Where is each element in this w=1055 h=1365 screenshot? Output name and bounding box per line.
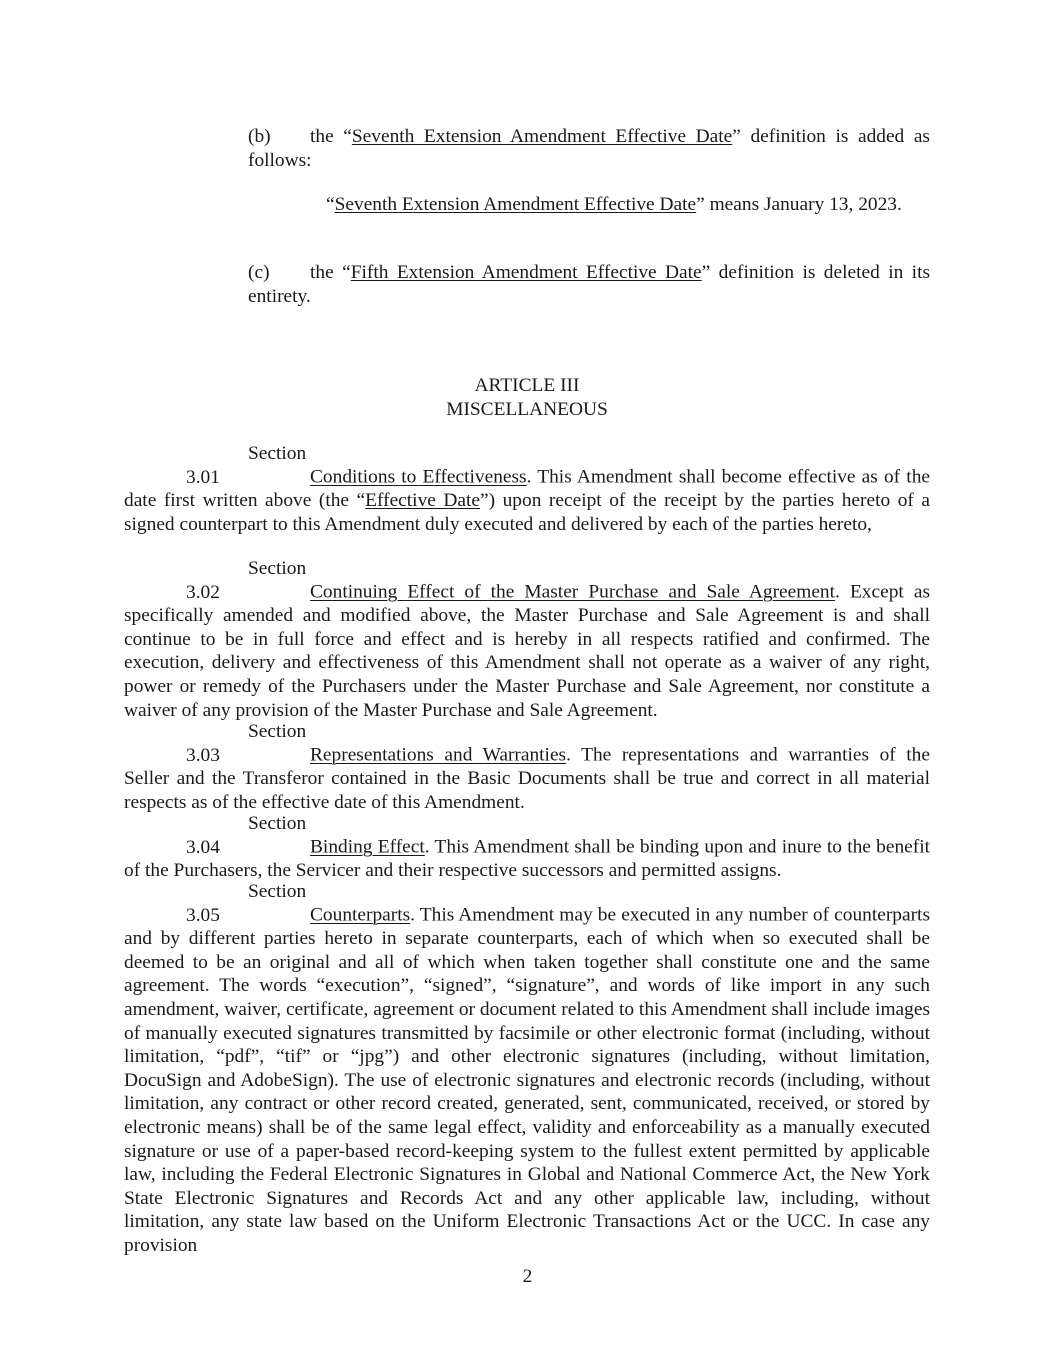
article-number: ARTICLE III: [474, 375, 580, 396]
section-3-01-text-a: . This Amendment shall become effective as of the date first written above (the “: [124, 466, 930, 512]
section-3-01: [124, 442, 930, 536]
section-3-02-text: . Except as specifically amended and modified above, the Master Purchase and Sale Agreement is and shall continue to be in full force and effect and is hereby in all respects ratified and confirmed. The execution, delivery and effectiveness of this Amendment shall not operate as a waiver of any right, power or remedy of the Purchasers under the Master Purchase and Sale Agreement, nor constitute a waiver of any provision of the Master Purchase and Sale Agreement.: [124, 581, 930, 721]
section-3-04-text: . This Amendment shall be binding upon and inure to the benefit of the Purchasers, the Servicer and their respective successors and permitted assigns.: [124, 836, 930, 882]
definition-term: Seventh Extension Amendment Effective Date: [334, 194, 697, 215]
section-3-03-text: . The representations and warranties of the Seller and the Transferor contained in the Basic Documents shall be true and correct in all material respects as of the effective date of this Amendment.: [124, 744, 930, 813]
section-3-05: [124, 880, 930, 1258]
clause-b-term: Seventh Extension Amendment Effective Date: [351, 126, 733, 147]
section-3-01-number: Section 3.01: [186, 443, 307, 488]
clause-c-term: Fifth Extension Amendment Effective Date: [350, 262, 702, 283]
section-3-04: [124, 812, 930, 883]
clause-c: [248, 261, 930, 308]
section-3-04-heading: Binding Effect: [310, 836, 425, 858]
section-3-05-text: . This Amendment may be executed in any number of counterparts and by different parties hereto in separate counterparts, each of which when so executed shall be deemed to be an original and all of which when taken together shall constitute one and the same agreement. The words “execution”, “signed”, “signature”, and words of like import in any such amendment, waiver, certificate, agreement or document related to this Amendment shall include images of manually executed signatures transmitted by facsimile or other electronic format (including, without limitation, “pdf”, “tif” or “jpg”) and other electronic signatures (including, without limitation, DocuSign and AdobeSign). The use of electronic signatures and electronic records (including, without limitation, any contract or other record created, generated, sent, communicated, received, or stored by electronic means) shall be of the same legal effect, validity and enforceability as a manually executed signature or use of a paper-based record-keeping system to the fullest extent permitted by applicable law, including the Federal Electronic Signatures in Global and National Commerce Act, the New York State Electronic Signatures and Records Act and any other applicable law, including, without limitation, any state law based on the Uniform Electronic Transactions Act or the UCC. In case any provision: [124, 904, 930, 1256]
article-title: MISCELLANEOUS: [446, 399, 608, 420]
section-3-01-text-b: ”) upon receipt of the receipt by the parties hereto of a signed counterpart to this Amendment duly executed and delivered by each of the parties hereto,: [124, 490, 931, 535]
page-number: 2: [522, 1266, 533, 1287]
clause-c-pre: the “: [310, 262, 351, 283]
section-3-02-number: Section 3.02: [186, 558, 307, 603]
clause-b: [248, 125, 930, 172]
section-3-02-heading: Continuing Effect of the Master Purchase and Sale Agreement: [310, 581, 836, 603]
section-3-05-number: Section 3.05: [186, 881, 307, 926]
clause-b-pre: the “: [310, 126, 352, 147]
clause-c-post: ” definition is deleted in its entirety.: [248, 262, 930, 307]
effective-date-term: Effective Date: [365, 490, 481, 512]
section-3-03-heading: Representations and Warranties: [310, 744, 567, 766]
definition-open-quote: “: [326, 194, 335, 215]
section-3-05-heading: Counterparts: [310, 904, 411, 926]
definition-post: ” means January 13, 2023.: [696, 194, 902, 215]
section-3-03: [124, 720, 930, 814]
section-3-02: [124, 557, 930, 722]
clause-b-label: (b): [248, 126, 271, 147]
clause-b-definition: [279, 193, 930, 217]
section-3-01-heading: Conditions to Effectiveness: [310, 466, 527, 488]
section-3-04-number: Section 3.04: [186, 813, 307, 858]
clause-b-post: ” definition is added as follows:: [248, 126, 930, 171]
section-3-03-number: Section 3.03: [186, 721, 307, 766]
clause-c-label: (c): [248, 262, 270, 283]
